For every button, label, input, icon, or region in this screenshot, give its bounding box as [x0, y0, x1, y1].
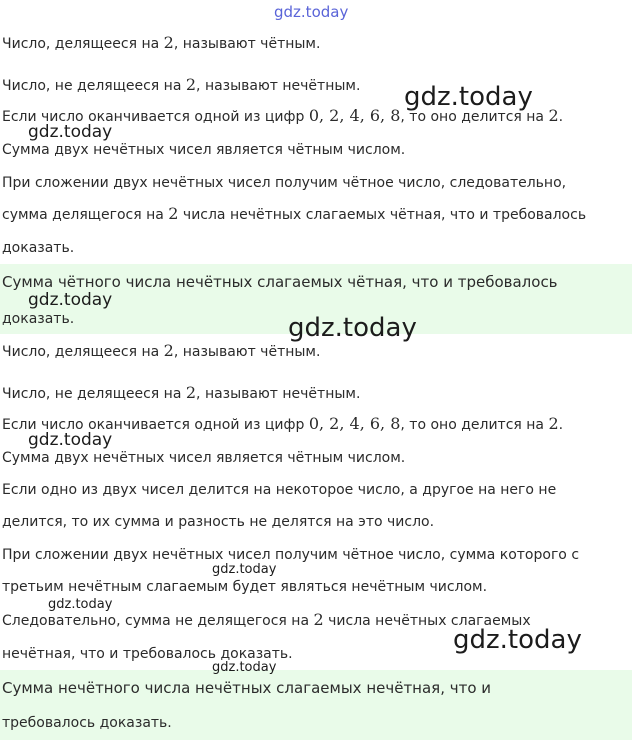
watermark: gdz.today [404, 82, 533, 112]
text-line: Сумма двух нечётных чисел является чётным числом. [2, 142, 406, 158]
math: 2 [163, 33, 174, 52]
watermark: gdz.today [212, 562, 277, 577]
math: 2 [163, 341, 174, 360]
text: Если число оканчивается одной из цифр [2, 417, 309, 433]
math: 2 [548, 414, 559, 433]
math: 0, 2, 4, 6, 8 [308, 414, 401, 433]
text: числа нечётных слагаемых чётная, что и требовалось [178, 207, 587, 223]
watermark-top: gdz.today [274, 3, 349, 21]
text-line [2, 76, 360, 95]
text-line: Сумма двух нечётных чисел является чётным числом. [2, 450, 406, 466]
answer-line: Сумма чётного числа нечётных слагаемых чётная, что и требовалось [2, 273, 558, 291]
text-line: нечётная, что и требовалось доказать. [2, 646, 293, 662]
text-line: доказать. [2, 240, 75, 256]
text-line [2, 384, 360, 403]
math: 2 [168, 204, 179, 223]
text: . [558, 109, 564, 125]
watermark: gdz.today [453, 625, 582, 655]
text: , называют чётным. [173, 36, 321, 52]
text: Число, делящееся на [2, 36, 164, 52]
text: , то оно делится на [400, 417, 549, 433]
text: , называют чётным. [173, 344, 321, 360]
text: числа нечётных слагаемых [323, 613, 531, 629]
text: Если число оканчивается одной из цифр [2, 109, 309, 125]
answer-line: требовалось доказать. [2, 715, 172, 731]
watermark: gdz.today [212, 660, 277, 675]
math: 0, 2, 4, 6, 8 [308, 106, 401, 125]
text-line [2, 611, 531, 630]
text: Следовательно, сумма не делящегося на [2, 613, 314, 629]
watermark: gdz.today [28, 430, 113, 450]
text: . [558, 417, 564, 433]
watermark: gdz.today [288, 313, 417, 343]
math: 2 [185, 383, 197, 402]
text-line: третьим нечётным слагаемым будет являться нечётным числом. [2, 579, 488, 595]
watermark: gdz.today [28, 290, 113, 310]
text: Число, делящееся на [2, 344, 164, 360]
text: , называют нечётным. [196, 386, 361, 402]
answer-line: доказать. [2, 311, 75, 327]
text: сумма делящегося на [2, 207, 169, 223]
text-line [2, 342, 320, 361]
text-line: При сложении двух нечётных чисел получим чётное число, сумма которого с [2, 547, 580, 563]
text: Число, не делящееся на [2, 78, 186, 94]
text-line: При сложении двух нечётных чисел получим чётное число, следовательно, [2, 175, 567, 191]
text: , называют нечётным. [196, 78, 361, 94]
math: 2 [185, 75, 197, 94]
text-line [2, 205, 586, 224]
text-line: Если одно из двух чисел делится на некоторое число, а другое на него не [2, 482, 557, 498]
text-line: делится, то их сумма и разность не делятся на это число. [2, 514, 435, 530]
text: , то оно делится на [400, 109, 549, 125]
watermark: gdz.today [28, 122, 113, 142]
text-line [2, 34, 320, 53]
math: 2 [313, 610, 324, 629]
watermark: gdz.today [48, 597, 113, 612]
text: Число, не делящееся на [2, 386, 186, 402]
math: 2 [548, 106, 559, 125]
answer-line: Сумма нечётного числа нечётных слагаемых нечётная, что и [2, 679, 492, 697]
